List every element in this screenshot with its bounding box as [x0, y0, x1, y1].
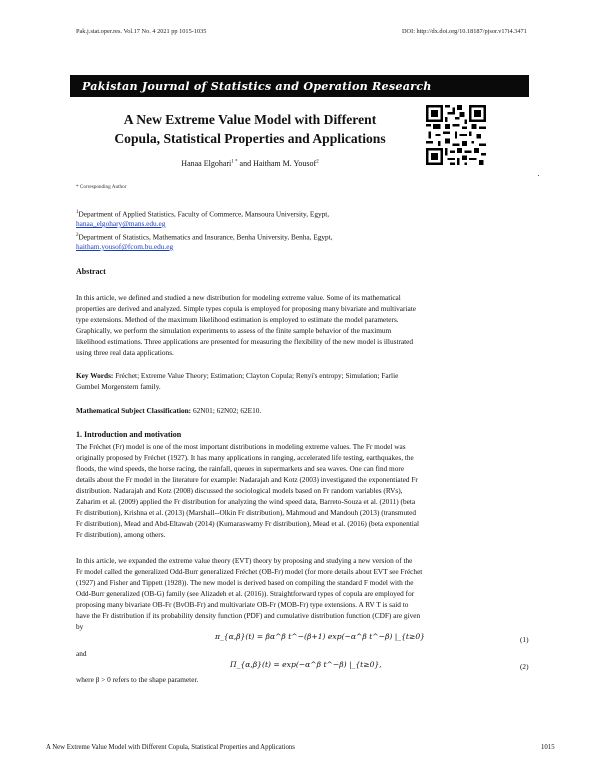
equation-2-number: (2): [520, 662, 529, 671]
keywords-label: Key Words:: [76, 371, 114, 380]
corresponding-author-note: * Corresponding Author: [76, 184, 127, 190]
abstract-line: In this article, we defined and studied a new distribution for modeling extreme value. Some of its mathematical: [76, 293, 401, 302]
running-footer-title: A New Extreme Value Model with Different Copula, Statistical Properties and Applications: [46, 744, 295, 751]
parameter-note: where β > 0 refers to the shape parameter.: [76, 675, 199, 684]
journal-citation: Pak.j.stat.oper.res. Vol.17 No. 4 2021 pp 1015-1035: [76, 28, 207, 35]
equation-1-number: (1): [520, 635, 529, 644]
connector-text: and: [76, 649, 87, 658]
qr-code-icon[interactable]: [426, 105, 486, 165]
msc-value: 62N01; 62N02; 62E10.: [191, 406, 262, 415]
intro-paragraph-1: [76, 441, 530, 540]
body-line: Odd-Burr generalized (OB-G) family (see Alizadeh et al. (2016)). Straightforward types of copula are employed for: [76, 589, 415, 598]
author-list: [80, 159, 420, 168]
body-line: (1927) and Fisher and Tippett (1928)). The new model is derived based on compiling the standard F model with the: [76, 578, 414, 587]
abstract-line: Graphically, we perform the simulation experiments to assess of the finite sample behavior of the maximum: [76, 326, 392, 335]
section-heading: 1. Introduction and motivation: [76, 430, 182, 439]
affiliation-2-marker: 2: [76, 233, 79, 238]
affiliation-2-text: Department of Statistics, Mathematics and Insurance, Benha University, Benha, Egypt,: [78, 232, 333, 242]
body-line: Zaharim et al. (2009) applied the Fr distribution for analyzing the wind speed data, Barreto-Souza et al. (2011) (beta: [76, 497, 416, 506]
title-line-1: A New Extreme Value Model with Different: [123, 112, 377, 127]
author-1-marker: 1 *: [231, 159, 238, 165]
email-link-1[interactable]: hanaa_elgohary@mans.edu.eg: [76, 219, 166, 228]
body-line: have the Fr distribution if its probability density function (PDF) and cumulative distribution function (CDF) are given: [76, 611, 421, 620]
body-line: floods, the wind speeds, the horse racing, the rainfall, queues in supermarkets and sea waves. One can find more: [76, 464, 405, 473]
msc-label: Mathematical Subject Classification:: [76, 406, 192, 415]
abstract-line: properties are derived and analyzed. Simple types copula is employed for proposing many bivariate and multivariate: [76, 304, 417, 313]
journal-name: Pakistan Journal of Statistics and Operation Research: [82, 79, 432, 93]
body-line: The Fréchet (Fr) model is one of the most important distributions in modeling extreme values. The Fr model was: [76, 442, 406, 451]
abstract-line: using three real data applications.: [76, 348, 174, 357]
email-link-2[interactable]: haitham.yousof@fcom.bu.edu.eg: [76, 242, 174, 251]
keywords-text: Fréchet; Extreme Value Theory; Estimation; Clayton Copula; Renyi's entropy; Simulation; Farlie: [113, 371, 399, 380]
author-2-marker: 2: [316, 159, 319, 165]
body-line: proposing many bivariate OB-Fr (BvOB-Fr) and multivariate OB-Fr (MOB-Fr) type extensions. A RV T is said to: [76, 600, 409, 609]
equation-2: Π_{α,β}(t) = exp(−α^β t^−β) |_{t≥0},: [230, 660, 382, 669]
body-line: Fr model called the generalized Odd-Burr generalized Fréchet (OB-Fr) model (for more details about EVT see Fréchet: [76, 567, 423, 576]
title-line-2: Copula, Statistical Properties and Applications: [114, 131, 386, 146]
subject-classification: [76, 405, 530, 416]
body-line: Fr distribution), among others.: [76, 530, 166, 539]
keywords-text-2: Gumbel Morgenstern family.: [76, 382, 161, 391]
page-mark: [538, 175, 539, 176]
author-1: Hanaa Elgohari: [181, 159, 232, 168]
body-line: by: [76, 622, 84, 631]
abstract-body: [76, 292, 530, 358]
affiliation-1-marker: 1: [76, 210, 79, 215]
paper-title: [80, 110, 420, 148]
page-number: 1015: [541, 744, 555, 751]
abstract-heading: Abstract: [76, 267, 106, 276]
equation-1: π_{α,β}(t) = βα^β t^−(β+1) exp(−α^β t^−β) |_{t≥0}: [215, 632, 425, 641]
body-line: Fr distribution), Krishna et al. (2013) (Marshall--Olkin Fr distribution), Mahmoud and Mandouh (2013) (transmuted: [76, 508, 417, 517]
abstract-line: likelihood estimations. Three applications are presented for measuring the flexibility of the new model is illustrated: [76, 337, 414, 346]
body-line: In this article, we expanded the extreme value theory (EVT) theory by proposing and studying a new version of the: [76, 556, 413, 565]
doi-link[interactable]: DOI: http://dx.doi.org/10.18187/pjsor.v17i4.3471: [402, 28, 527, 35]
author-2: and Haitham M. Yousof: [237, 159, 317, 168]
abstract-line: type extensions. Method of the maximum likelihood estimation is employed to estimate the model parameters.: [76, 315, 399, 324]
body-line: details about the Fr model in the literature for example: Nadarajah and Kotz (2003) investigated the exponentiated Fr: [76, 475, 418, 484]
body-line: Fr distribution), Mead and Abd-Eltawab (2014) (Kumaraswamy Fr distribution), Mead et al. (2016) (beta exponential: [76, 519, 420, 528]
body-line: distribution. Nadarajah and Kotz (2008) discussed the sociological models based on Fr random variables (RVs),: [76, 486, 403, 495]
body-line: originally proposed by Fréchet (1927). It has many applications in ranging, accelerated life testing, earthquakes, the: [76, 453, 414, 462]
keywords: [76, 370, 530, 392]
affiliation-1-text: Department of Applied Statistics, Faculty of Commerce, Mansoura University, Egypt,: [78, 209, 330, 219]
intro-paragraph-2: [76, 555, 530, 632]
